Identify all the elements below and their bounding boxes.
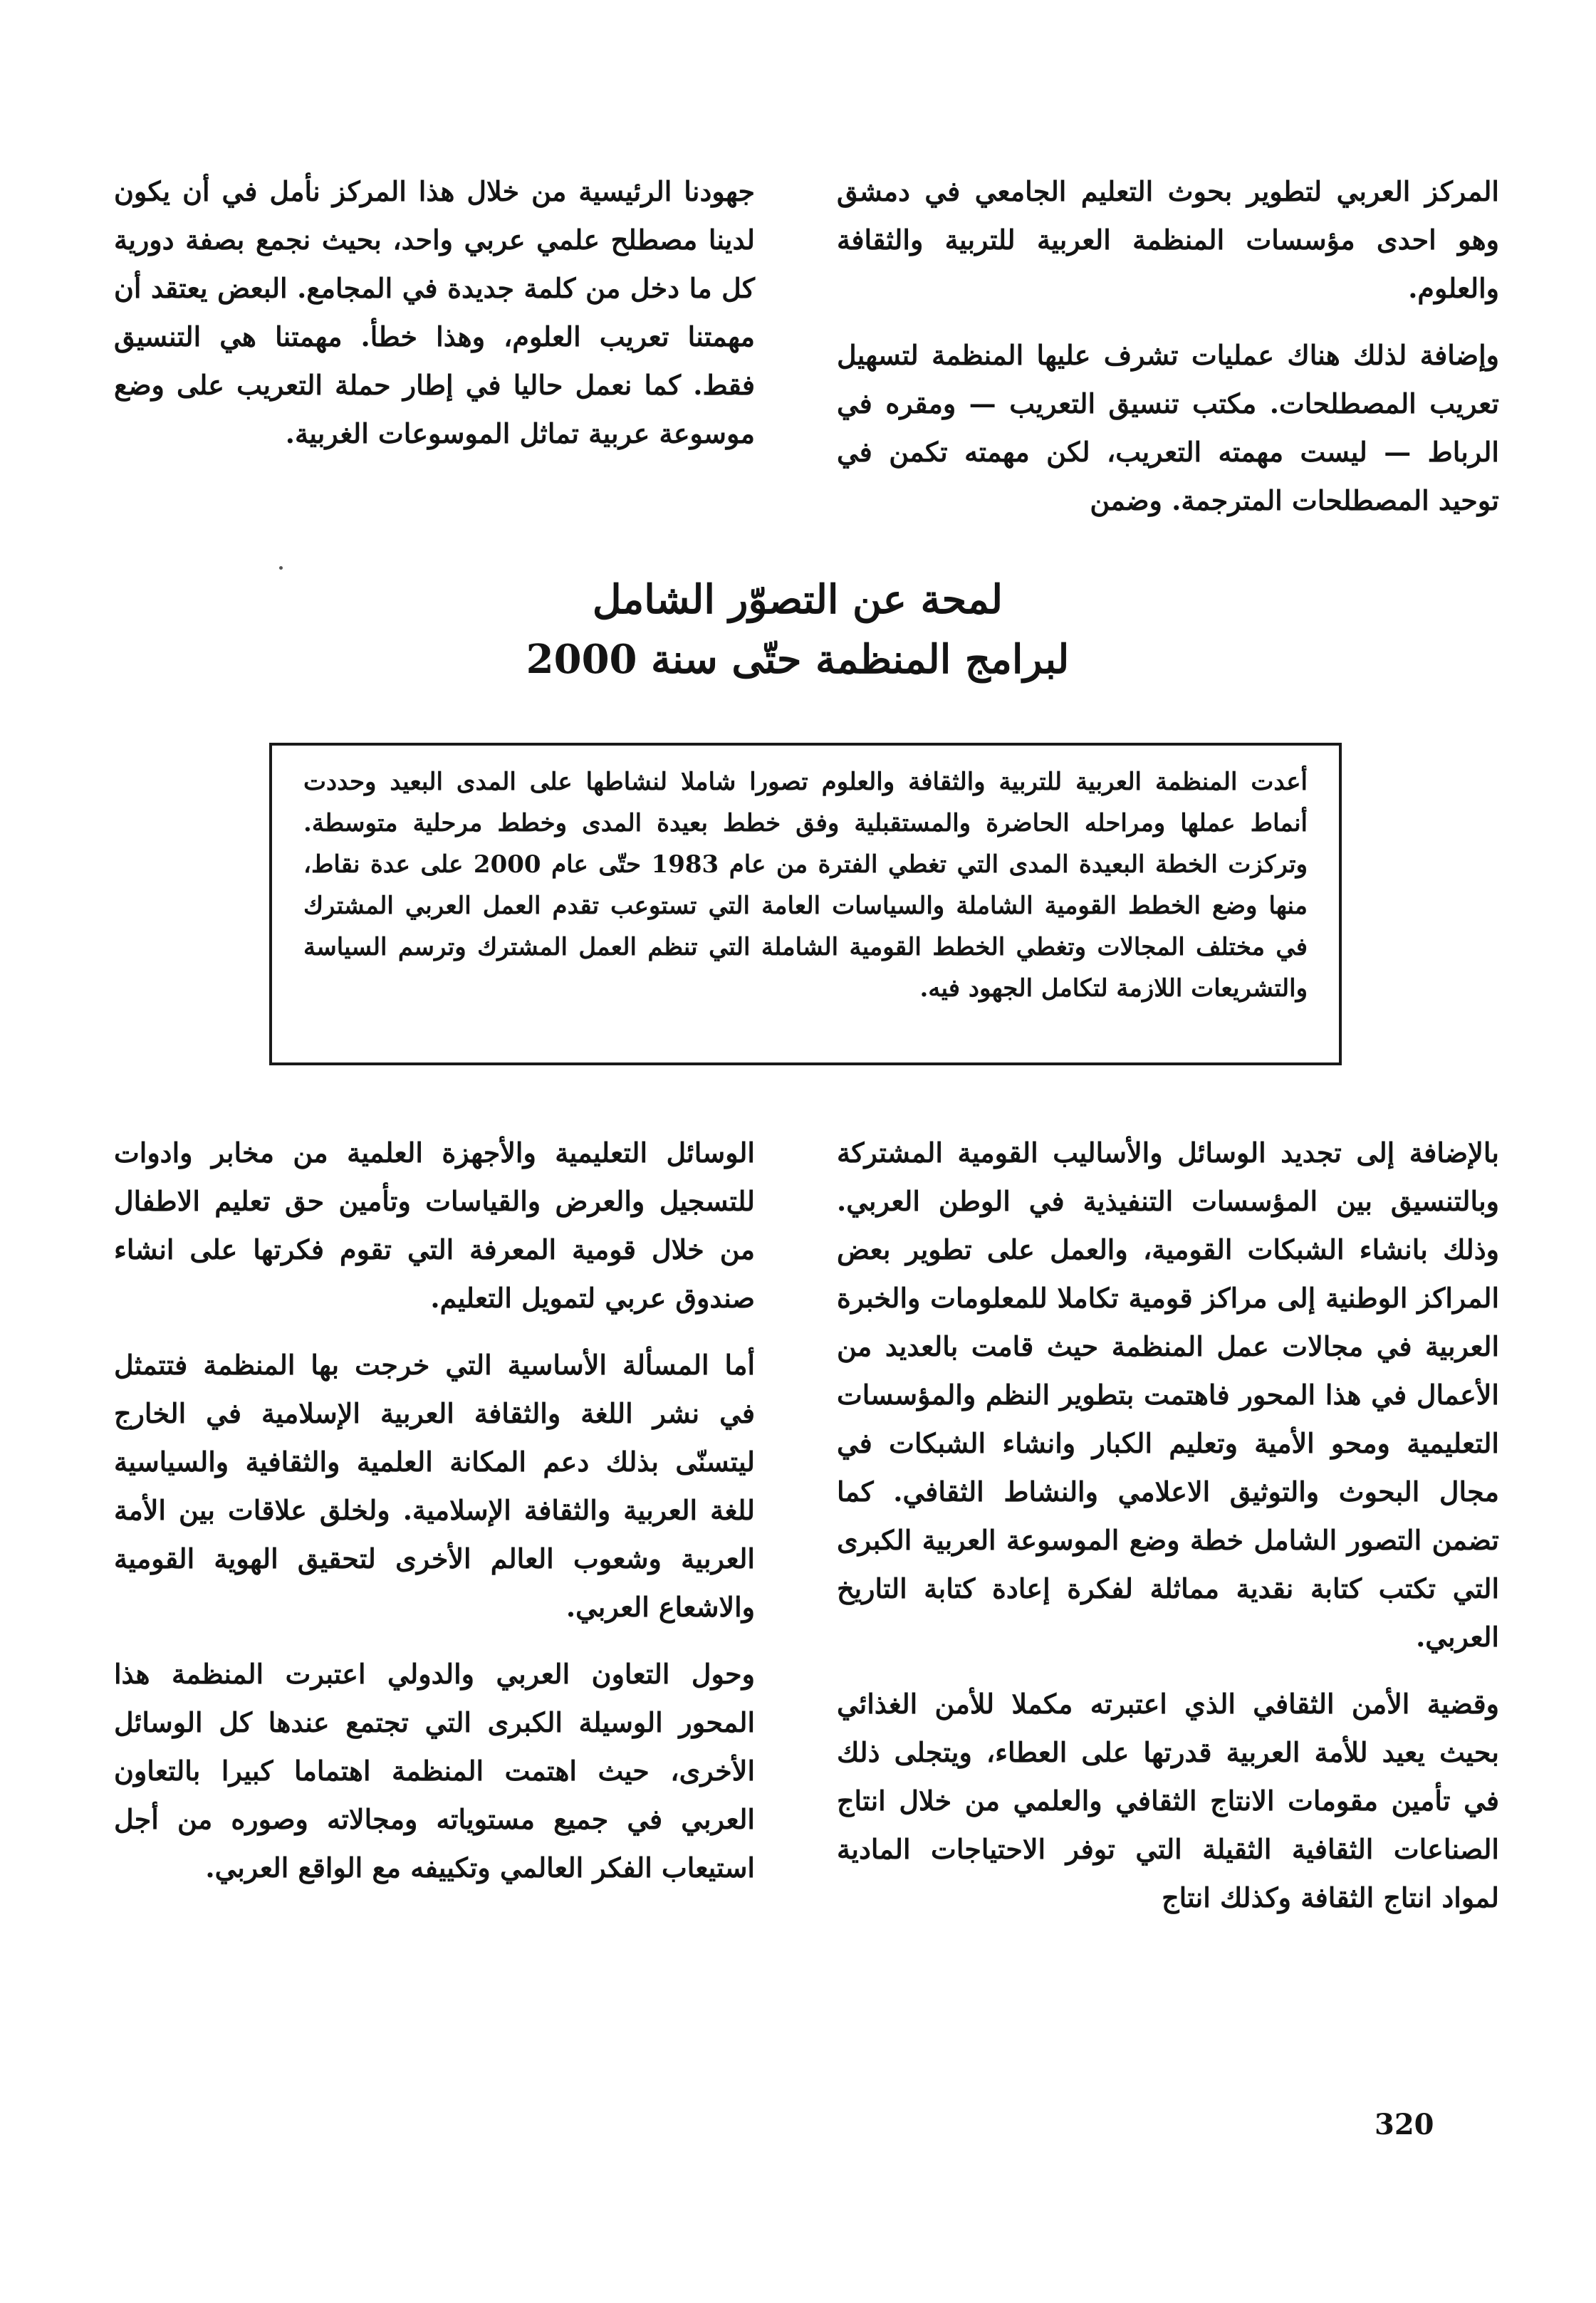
paragraph: وقضية الأمن الثقافي الذي اعتبرته مكملا للأمن الغذائي بحيث يعيد للأمة العربية قدرتها على العطاء، ويتجلى ذلك في تأمين مقومات الانتاج الثقافي والعلمي من خلال انتاج الصناعات الثقافية الثقيلة التي توفر الاحتياجات المادية لمواد انتاج الثقافة وكذلك انتاج	[837, 1688, 1499, 1913]
scan-speck	[279, 566, 283, 570]
paragraph: الوسائل التعليمية والأجهزة العلمية من مخابر وادوات للتسجيل والعرض والقياسات وتأمين حق تعليم الاطفال من خلال قومية المعرفة التي تقوم فكرتها على انشاء صندوق عربي لتمويل التعليم.	[114, 1137, 755, 1314]
paragraph: أما المسألة الأساسية التي خرجت بها المنظمة فتتمثل في نشر اللغة والثقافة العربية الإسلامية في الخارج ليتسنّى بذلك دعم المكانة العلمية والثقافية والسياسية للغة العربية والثقافة الإسلامية. ولخلق علاقات بين الأمة العربية وشعوب العالم الأخرى لتحقيق الهوية القومية والاشعاع العربي.	[114, 1349, 755, 1623]
paragraph: بالإضافة إلى تجديد الوسائل والأساليب القومية المشتركة وبالتنسيق بين المؤسسات التنفيذية في الوطن العربي. وذلك بانشاء الشبكات القومية، والعمل على تطوير بعض المراكز الوطنية إلى مراكز قومية تكاملا للمعلومات والخبرة العربية في مجالات عمل المنظمة حيث قامت بالعديد من الأعمال في هذا المحور فاهتمت بتطوير النظم والمؤسسات التعليمية ومحو الأمية وتعليم الكبار وانشاء الشبكات في مجال البحوث والتوثيق الاعلامي والنشاط الثقافي. كما تضمن التصور الشامل خطة وضع الموسوعة العربية الكبرى التي تكتب كتابة نقدية مماثلة لفكرة إعادة كتابة التاريخ العربي.	[837, 1137, 1499, 1653]
bottom-left-column	[114, 1129, 755, 1911]
top-left-column	[114, 167, 755, 476]
top-right-column	[837, 167, 1499, 543]
paragraph: وإضافة لذلك هناك عمليات تشرف عليها المنظمة لتسهيل تعريب المصطلحات. مكتب تنسيق التعريب — ومقره في الرباط — ليست مهمته التعريب، لكن مهمته تكمن في توحيد المصطلحات المترجمة. وضمن	[837, 339, 1499, 516]
section-heading	[442, 570, 1154, 689]
paragraph: وحول التعاون العربي والدولي اعتبرت المنظمة هذا المحور الوسيلة الكبرى التي تجتمع عندها كل الوسائل الأخرى، حيث اهتمت المنظمة اهتماما كبيرا بالتعاون العربي في جميع مستوياته ومجالاته وصوره من أجل استيعاب الفكر العالمي وتكييفه مع الواقع العربي.	[114, 1658, 755, 1884]
bottom-right-column	[837, 1129, 1499, 1941]
heading-line-2: لبرامج المنظمة حتّى سنة 2000	[526, 636, 1070, 683]
page-number: 320	[1375, 2108, 1434, 2141]
boxed-summary: أعدت المنظمة العربية للتربية والثقافة والعلوم تصورا شاملا لنشاطها على المدى البعيد وحددت أنماط عملها ومراحله الحاضرة والمستقبلية وفق خطط بعيدة المدى وخطط مرحلية متوسطة. وتركزت الخطة البعيدة المدى التي تغطي الفترة من عام 1983 حتّى عام 2000 على عدة نقاط، منها وضع الخطط القومية الشاملة والسياسات العامة التي تستوعب تقدم العمل العربي المشترك في مختلف المجالات وتغطي الخطط القومية الشاملة التي تنظم العمل المشترك وترسم السياسة والتشريعات اللازمة لتكامل الجهود فيه.	[269, 743, 1342, 1065]
heading-line-1: لمحة عن التصوّر الشامل	[592, 576, 1003, 623]
paragraph: المركز العربي لتطوير بحوث التعليم الجامعي في دمشق وهو احدى مؤسسات المنظمة العربية للتربية والثقافة والعلوم.	[837, 175, 1499, 304]
paragraph: جهودنا الرئيسية من خلال هذا المركز نأمل في أن يكون لدينا مصطلح علمي عربي واحد، بحيث نجمع بصفة دورية كل ما دخل من كلمة جديدة في المجامع. البعض يعتقد أن مهمتنا تعريب العلوم، وهذا خطأ. مهمتنا هي التنسيق فقط. كما نعمل حاليا في إطار حملة التعريب على وضع موسوعة عربية تماثل الموسوعات الغربية.	[114, 175, 755, 449]
